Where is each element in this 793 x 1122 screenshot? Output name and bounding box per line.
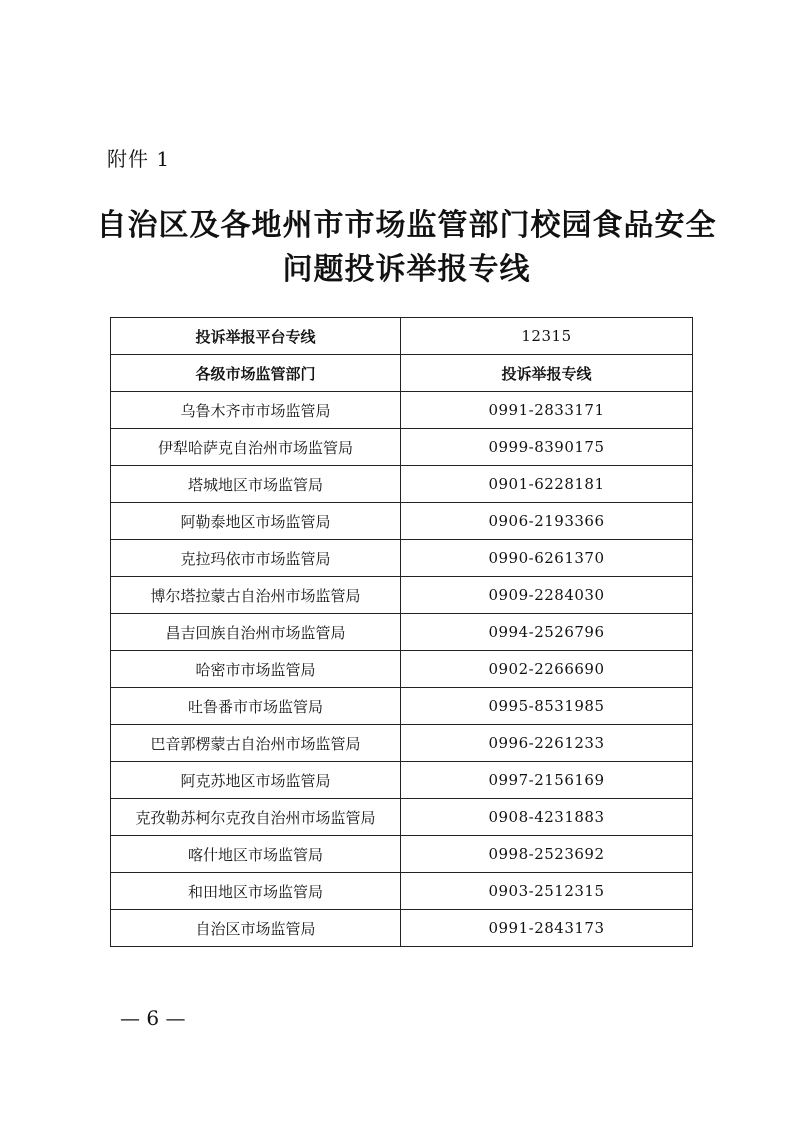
hotline-cell: 0997-2156169 (401, 762, 693, 799)
table-row (111, 799, 693, 836)
table-row (111, 836, 693, 873)
hotline-cell: 0994-2526796 (401, 614, 693, 651)
table-row (111, 540, 693, 577)
hotline-cell: 0901-6228181 (401, 466, 693, 503)
hotline-cell: 0909-2284030 (401, 577, 693, 614)
department-cell: 克孜勒苏柯尔克孜自治州市场监管局 (111, 799, 401, 836)
page-number: — 6 — (120, 1006, 186, 1030)
department-cell: 博尔塔拉蒙古自治州市场监管局 (111, 577, 401, 614)
department-cell: 伊犁哈萨克自治州市场监管局 (111, 429, 401, 466)
department-cell: 巴音郭楞蒙古自治州市场监管局 (111, 725, 401, 762)
hotline-cell: 0903-2512315 (401, 873, 693, 910)
hotline-cell: 0906-2193366 (401, 503, 693, 540)
attachment-label: 附件 1 (107, 147, 171, 171)
department-cell: 吐鲁番市市场监管局 (111, 688, 401, 725)
table-row (111, 392, 693, 429)
hotline-cell: 0908-4231883 (401, 799, 693, 836)
table-row (111, 577, 693, 614)
platform-label: 投诉举报平台专线 (111, 318, 401, 355)
department-cell: 乌鲁木齐市市场监管局 (111, 392, 401, 429)
hotline-cell: 0990-6261370 (401, 540, 693, 577)
department-cell: 昌吉回族自治州市场监管局 (111, 614, 401, 651)
department-cell: 塔城地区市场监管局 (111, 466, 401, 503)
hotline-cell: 0991-2843173 (401, 910, 693, 947)
column-header-hotline: 投诉举报专线 (401, 355, 693, 392)
document-title-line2: 问题投诉举报专线 (282, 252, 531, 287)
table-row (111, 910, 693, 947)
department-cell: 哈密市市场监管局 (111, 651, 401, 688)
hotline-table (110, 317, 693, 947)
hotline-cell: 0902-2266690 (401, 651, 693, 688)
department-cell: 自治区市场监管局 (111, 910, 401, 947)
table-row (111, 614, 693, 651)
department-cell: 克拉玛依市市场监管局 (111, 540, 401, 577)
table-row (111, 429, 693, 466)
hotline-cell: 0998-2523692 (401, 836, 693, 873)
department-cell: 阿勒泰地区市场监管局 (111, 503, 401, 540)
table-row (111, 725, 693, 762)
column-header-row (111, 355, 693, 392)
document-title-line1: 自治区及各地州市市场监管部门校园食品安全 (96, 208, 717, 243)
department-cell: 喀什地区市场监管局 (111, 836, 401, 873)
column-header-department: 各级市场监管部门 (111, 355, 401, 392)
hotline-cell: 0999-8390175 (401, 429, 693, 466)
table-row (111, 688, 693, 725)
table-row (111, 466, 693, 503)
department-cell: 和田地区市场监管局 (111, 873, 401, 910)
table-row (111, 762, 693, 799)
platform-number: 12315 (401, 318, 693, 355)
department-cell: 阿克苏地区市场监管局 (111, 762, 401, 799)
hotline-cell: 0995-8531985 (401, 688, 693, 725)
table-row (111, 651, 693, 688)
table-row (111, 503, 693, 540)
table-row (111, 873, 693, 910)
platform-row (111, 318, 693, 355)
hotline-cell: 0991-2833171 (401, 392, 693, 429)
hotline-cell: 0996-2261233 (401, 725, 693, 762)
